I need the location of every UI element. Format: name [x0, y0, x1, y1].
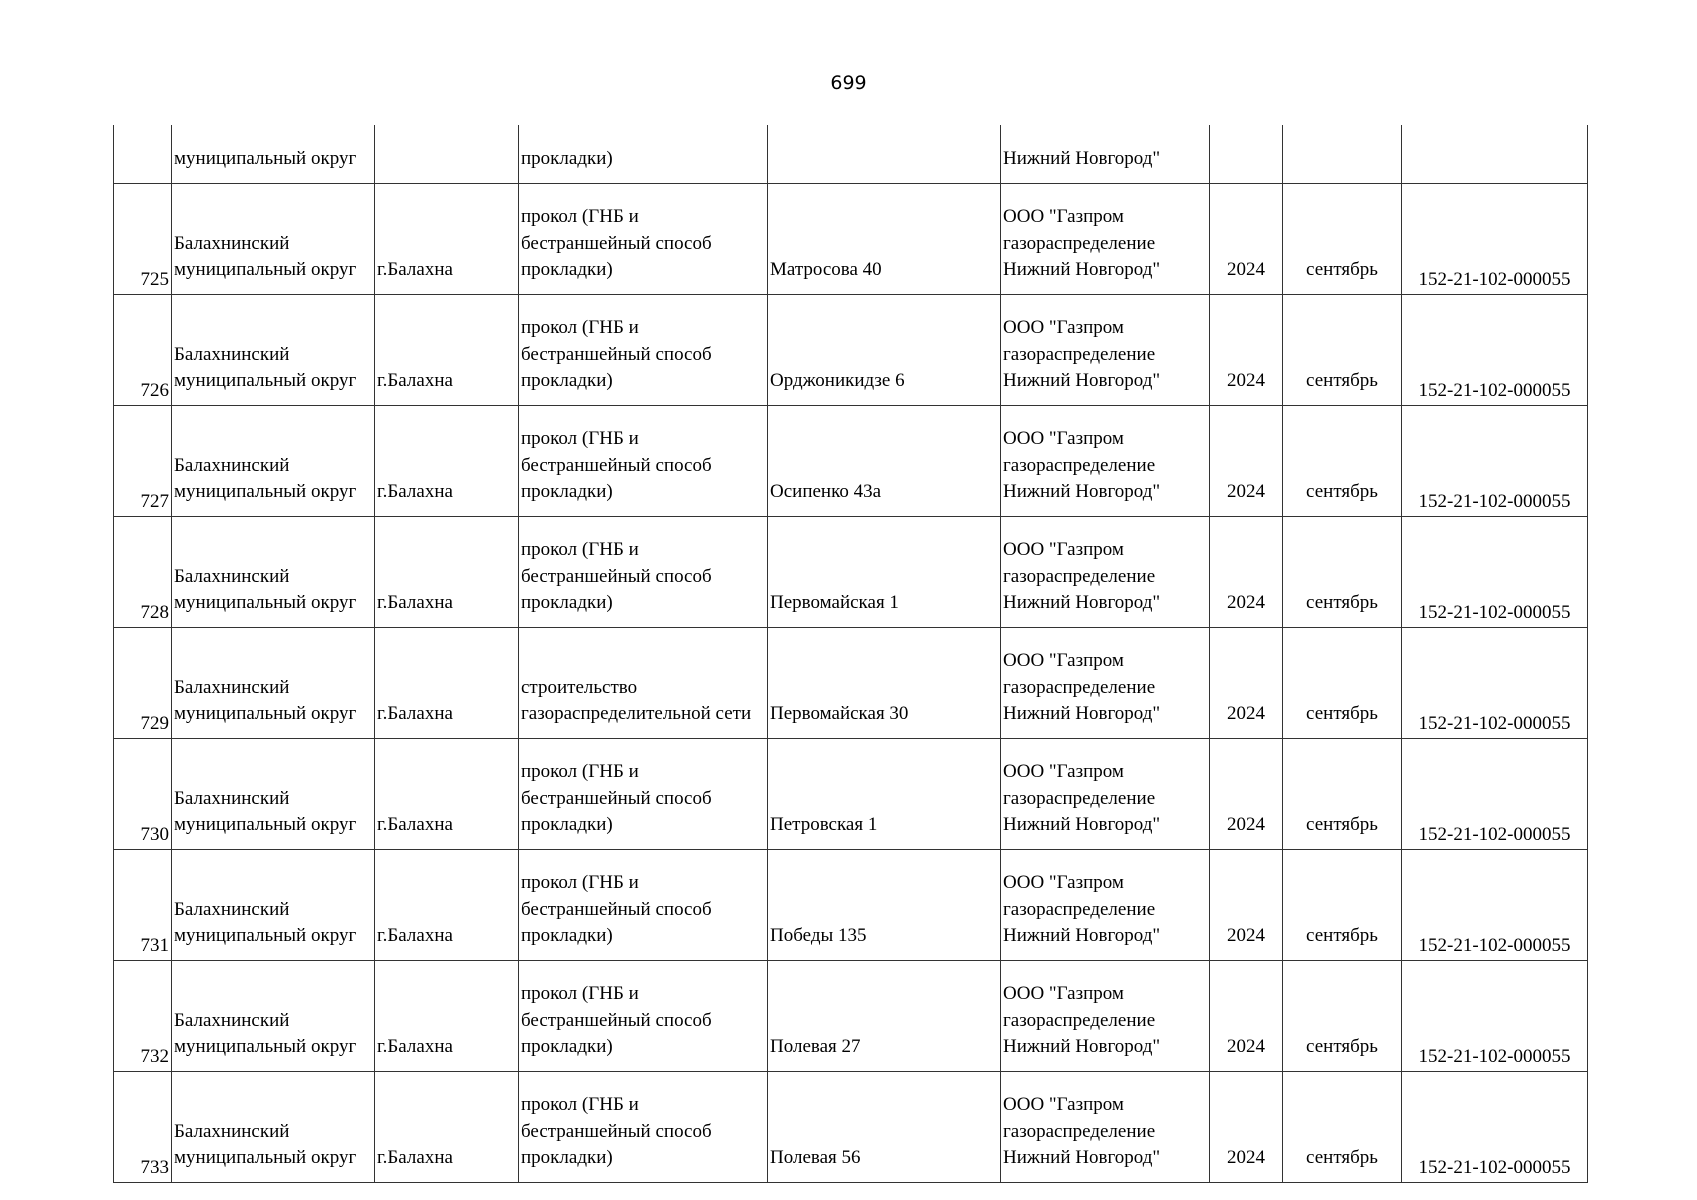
cell-line: бестраншейный способ — [521, 232, 712, 254]
cell-line: прокол (ГНБ и — [521, 982, 639, 1004]
table-body — [114, 125, 1588, 1183]
cell-city: г.Балахна — [375, 1072, 519, 1183]
cell-line: прокол (ГНБ и — [521, 760, 639, 782]
cell-district — [172, 295, 375, 406]
cell-month: сентябрь — [1283, 628, 1402, 739]
cell-number — [114, 125, 172, 184]
cell-line: муниципальный округ — [174, 592, 357, 614]
cell-line: газораспределение — [1003, 787, 1156, 809]
table-row — [114, 739, 1588, 850]
cell-line: Балахнинский — [174, 676, 290, 698]
cell-line: ООО "Газпром — [1003, 427, 1124, 449]
cell-line: газораспределение — [1003, 1009, 1156, 1031]
cell-line: ООО "Газпром — [1003, 649, 1124, 671]
cell-method: прокладки) — [519, 125, 768, 184]
cell-line: газораспределение — [1003, 232, 1156, 254]
cell-organization — [1001, 628, 1210, 739]
cell-code: 152-21-102-000055 — [1402, 517, 1588, 628]
cell-line: муниципальный округ — [174, 1036, 357, 1058]
cell-line: Нижний Новгород" — [1003, 703, 1161, 725]
cell-line: газораспределение — [1003, 565, 1156, 587]
table-row — [114, 850, 1588, 961]
cell-address: Полевая 56 — [768, 1072, 1001, 1183]
cell-method — [519, 406, 768, 517]
cell-organization — [1001, 295, 1210, 406]
table-row — [114, 406, 1588, 517]
cell-year: 2024 — [1210, 628, 1283, 739]
cell-method — [519, 628, 768, 739]
cell-line: муниципальный округ — [174, 703, 357, 725]
cell-number: 727 — [114, 406, 172, 517]
cell-line: Балахнинский — [174, 454, 290, 476]
cell-year: 2024 — [1210, 406, 1283, 517]
cell-year: 2024 — [1210, 517, 1283, 628]
cell-organization: Нижний Новгород" — [1001, 125, 1210, 184]
cell-line: прокол (ГНБ и — [521, 871, 639, 893]
cell-line: бестраншейный способ — [521, 787, 712, 809]
cell-line: Балахнинский — [174, 1009, 290, 1031]
cell-code: 152-21-102-000055 — [1402, 961, 1588, 1072]
cell-line: строительство — [521, 676, 638, 698]
cell-number: 730 — [114, 739, 172, 850]
cell-organization — [1001, 1072, 1210, 1183]
cell-year — [1210, 125, 1283, 184]
cell-month: сентябрь — [1283, 850, 1402, 961]
cell-line: газораспределительной сети — [521, 703, 752, 725]
cell-city: г.Балахна — [375, 184, 519, 295]
cell-code: 152-21-102-000055 — [1402, 406, 1588, 517]
cell-number: 726 — [114, 295, 172, 406]
cell-line: газораспределение — [1003, 454, 1156, 476]
cell-district: муниципальный округ — [172, 125, 375, 184]
cell-line: бестраншейный способ — [521, 1009, 712, 1031]
cell-number: 725 — [114, 184, 172, 295]
cell-district — [172, 1072, 375, 1183]
cell-city: г.Балахна — [375, 517, 519, 628]
table-row — [114, 184, 1588, 295]
cell-address: Матросова 40 — [768, 184, 1001, 295]
cell-line: прокладки) — [521, 481, 613, 503]
cell-line: ООО "Газпром — [1003, 760, 1124, 782]
cell-code: 152-21-102-000055 — [1402, 628, 1588, 739]
cell-line: Нижний Новгород" — [1003, 1147, 1161, 1169]
cell-year: 2024 — [1210, 739, 1283, 850]
cell-method — [519, 517, 768, 628]
cell-line: газораспределение — [1003, 1120, 1156, 1142]
cell-city: г.Балахна — [375, 850, 519, 961]
cell-line: Балахнинский — [174, 565, 290, 587]
cell-code: 152-21-102-000055 — [1402, 1072, 1588, 1183]
cell-line: ООО "Газпром — [1003, 871, 1124, 893]
cell-line: ООО "Газпром — [1003, 538, 1124, 560]
cell-month — [1283, 125, 1402, 184]
cell-line: прокладки) — [521, 370, 613, 392]
cell-address: Полевая 27 — [768, 961, 1001, 1072]
cell-organization — [1001, 961, 1210, 1072]
cell-method — [519, 1072, 768, 1183]
cell-district — [172, 961, 375, 1072]
cell-line: прокладки) — [521, 1036, 613, 1058]
cell-line: прокол (ГНБ и — [521, 1093, 639, 1115]
table-row — [114, 961, 1588, 1072]
cell-month: сентябрь — [1283, 1072, 1402, 1183]
cell-line: муниципальный округ — [174, 1147, 357, 1169]
table-row — [114, 628, 1588, 739]
cell-month: сентябрь — [1283, 961, 1402, 1072]
table-row — [114, 517, 1588, 628]
cell-line: прокладки) — [521, 259, 613, 281]
cell-number: 732 — [114, 961, 172, 1072]
cell-line: прокладки) — [521, 592, 613, 614]
cell-organization — [1001, 184, 1210, 295]
cell-district — [172, 739, 375, 850]
cell-code — [1402, 125, 1588, 184]
cell-line: ООО "Газпром — [1003, 316, 1124, 338]
cell-address: Первомайская 30 — [768, 628, 1001, 739]
cell-year: 2024 — [1210, 1072, 1283, 1183]
cell-organization — [1001, 739, 1210, 850]
cell-line: газораспределение — [1003, 343, 1156, 365]
cell-district — [172, 184, 375, 295]
cell-line: прокол (ГНБ и — [521, 316, 639, 338]
cell-line: бестраншейный способ — [521, 1120, 712, 1142]
cell-code: 152-21-102-000055 — [1402, 184, 1588, 295]
cell-code: 152-21-102-000055 — [1402, 295, 1588, 406]
cell-line: Балахнинский — [174, 898, 290, 920]
cell-district — [172, 517, 375, 628]
cell-line: Нижний Новгород" — [1003, 370, 1161, 392]
cell-city: г.Балахна — [375, 406, 519, 517]
cell-city: г.Балахна — [375, 739, 519, 850]
cell-month: сентябрь — [1283, 517, 1402, 628]
cell-method — [519, 184, 768, 295]
cell-address: Петровская 1 — [768, 739, 1001, 850]
cell-line: Балахнинский — [174, 232, 290, 254]
cell-number: 733 — [114, 1072, 172, 1183]
cell-month: сентябрь — [1283, 406, 1402, 517]
cell-address — [768, 125, 1001, 184]
cell-line: бестраншейный способ — [521, 454, 712, 476]
cell-line: ООО "Газпром — [1003, 1093, 1124, 1115]
cell-number: 731 — [114, 850, 172, 961]
cell-city: г.Балахна — [375, 295, 519, 406]
cell-city — [375, 125, 519, 184]
cell-line: муниципальный округ — [174, 370, 357, 392]
table-row — [114, 1072, 1588, 1183]
cell-line: прокол (ГНБ и — [521, 205, 639, 227]
table-row — [114, 295, 1588, 406]
cell-line: прокол (ГНБ и — [521, 538, 639, 560]
cell-line: прокол (ГНБ и — [521, 427, 639, 449]
cell-organization — [1001, 517, 1210, 628]
cell-district — [172, 406, 375, 517]
cell-line: бестраншейный способ — [521, 898, 712, 920]
cell-line: бестраншейный способ — [521, 343, 712, 365]
cell-district — [172, 850, 375, 961]
cell-month: сентябрь — [1283, 184, 1402, 295]
cell-method — [519, 295, 768, 406]
cell-address: Первомайская 1 — [768, 517, 1001, 628]
cell-line: прокладки) — [521, 1147, 613, 1169]
cell-line: Балахнинский — [174, 1120, 290, 1142]
cell-address: Орджоникидзе 6 — [768, 295, 1001, 406]
cell-line: муниципальный округ — [174, 814, 357, 836]
cell-address: Победы 135 — [768, 850, 1001, 961]
cell-line: Балахнинский — [174, 343, 290, 365]
cell-year: 2024 — [1210, 850, 1283, 961]
cell-line: муниципальный округ — [174, 925, 357, 947]
cell-method — [519, 850, 768, 961]
cell-organization — [1001, 850, 1210, 961]
cell-year: 2024 — [1210, 961, 1283, 1072]
cell-district — [172, 628, 375, 739]
cell-line: газораспределение — [1003, 898, 1156, 920]
cell-line: Нижний Новгород" — [1003, 259, 1161, 281]
cell-line: прокладки) — [521, 814, 613, 836]
cell-address: Осипенко 43а — [768, 406, 1001, 517]
cell-line: муниципальный округ — [174, 481, 357, 503]
cell-city: г.Балахна — [375, 628, 519, 739]
page-number: 699 — [830, 72, 867, 94]
cell-line: прокладки) — [521, 925, 613, 947]
cell-number: 729 — [114, 628, 172, 739]
cell-line: ООО "Газпром — [1003, 205, 1124, 227]
cell-month: сентябрь — [1283, 739, 1402, 850]
cell-year: 2024 — [1210, 184, 1283, 295]
cell-line: ООО "Газпром — [1003, 982, 1124, 1004]
cell-line: Нижний Новгород" — [1003, 1036, 1161, 1058]
cell-line: газораспределение — [1003, 676, 1156, 698]
cell-line: Нижний Новгород" — [1003, 814, 1161, 836]
continuation-row — [114, 125, 1588, 184]
cell-year: 2024 — [1210, 295, 1283, 406]
cell-method — [519, 739, 768, 850]
cell-city: г.Балахна — [375, 961, 519, 1072]
cell-code: 152-21-102-000055 — [1402, 850, 1588, 961]
cell-line: Нижний Новгород" — [1003, 925, 1161, 947]
registry-table — [113, 125, 1588, 1183]
cell-line: Балахнинский — [174, 787, 290, 809]
cell-line: Нижний Новгород" — [1003, 481, 1161, 503]
cell-line: муниципальный округ — [174, 259, 357, 281]
cell-code: 152-21-102-000055 — [1402, 739, 1588, 850]
cell-line: Нижний Новгород" — [1003, 592, 1161, 614]
cell-line: бестраншейный способ — [521, 565, 712, 587]
cell-organization — [1001, 406, 1210, 517]
cell-method — [519, 961, 768, 1072]
cell-month: сентябрь — [1283, 295, 1402, 406]
cell-number: 728 — [114, 517, 172, 628]
